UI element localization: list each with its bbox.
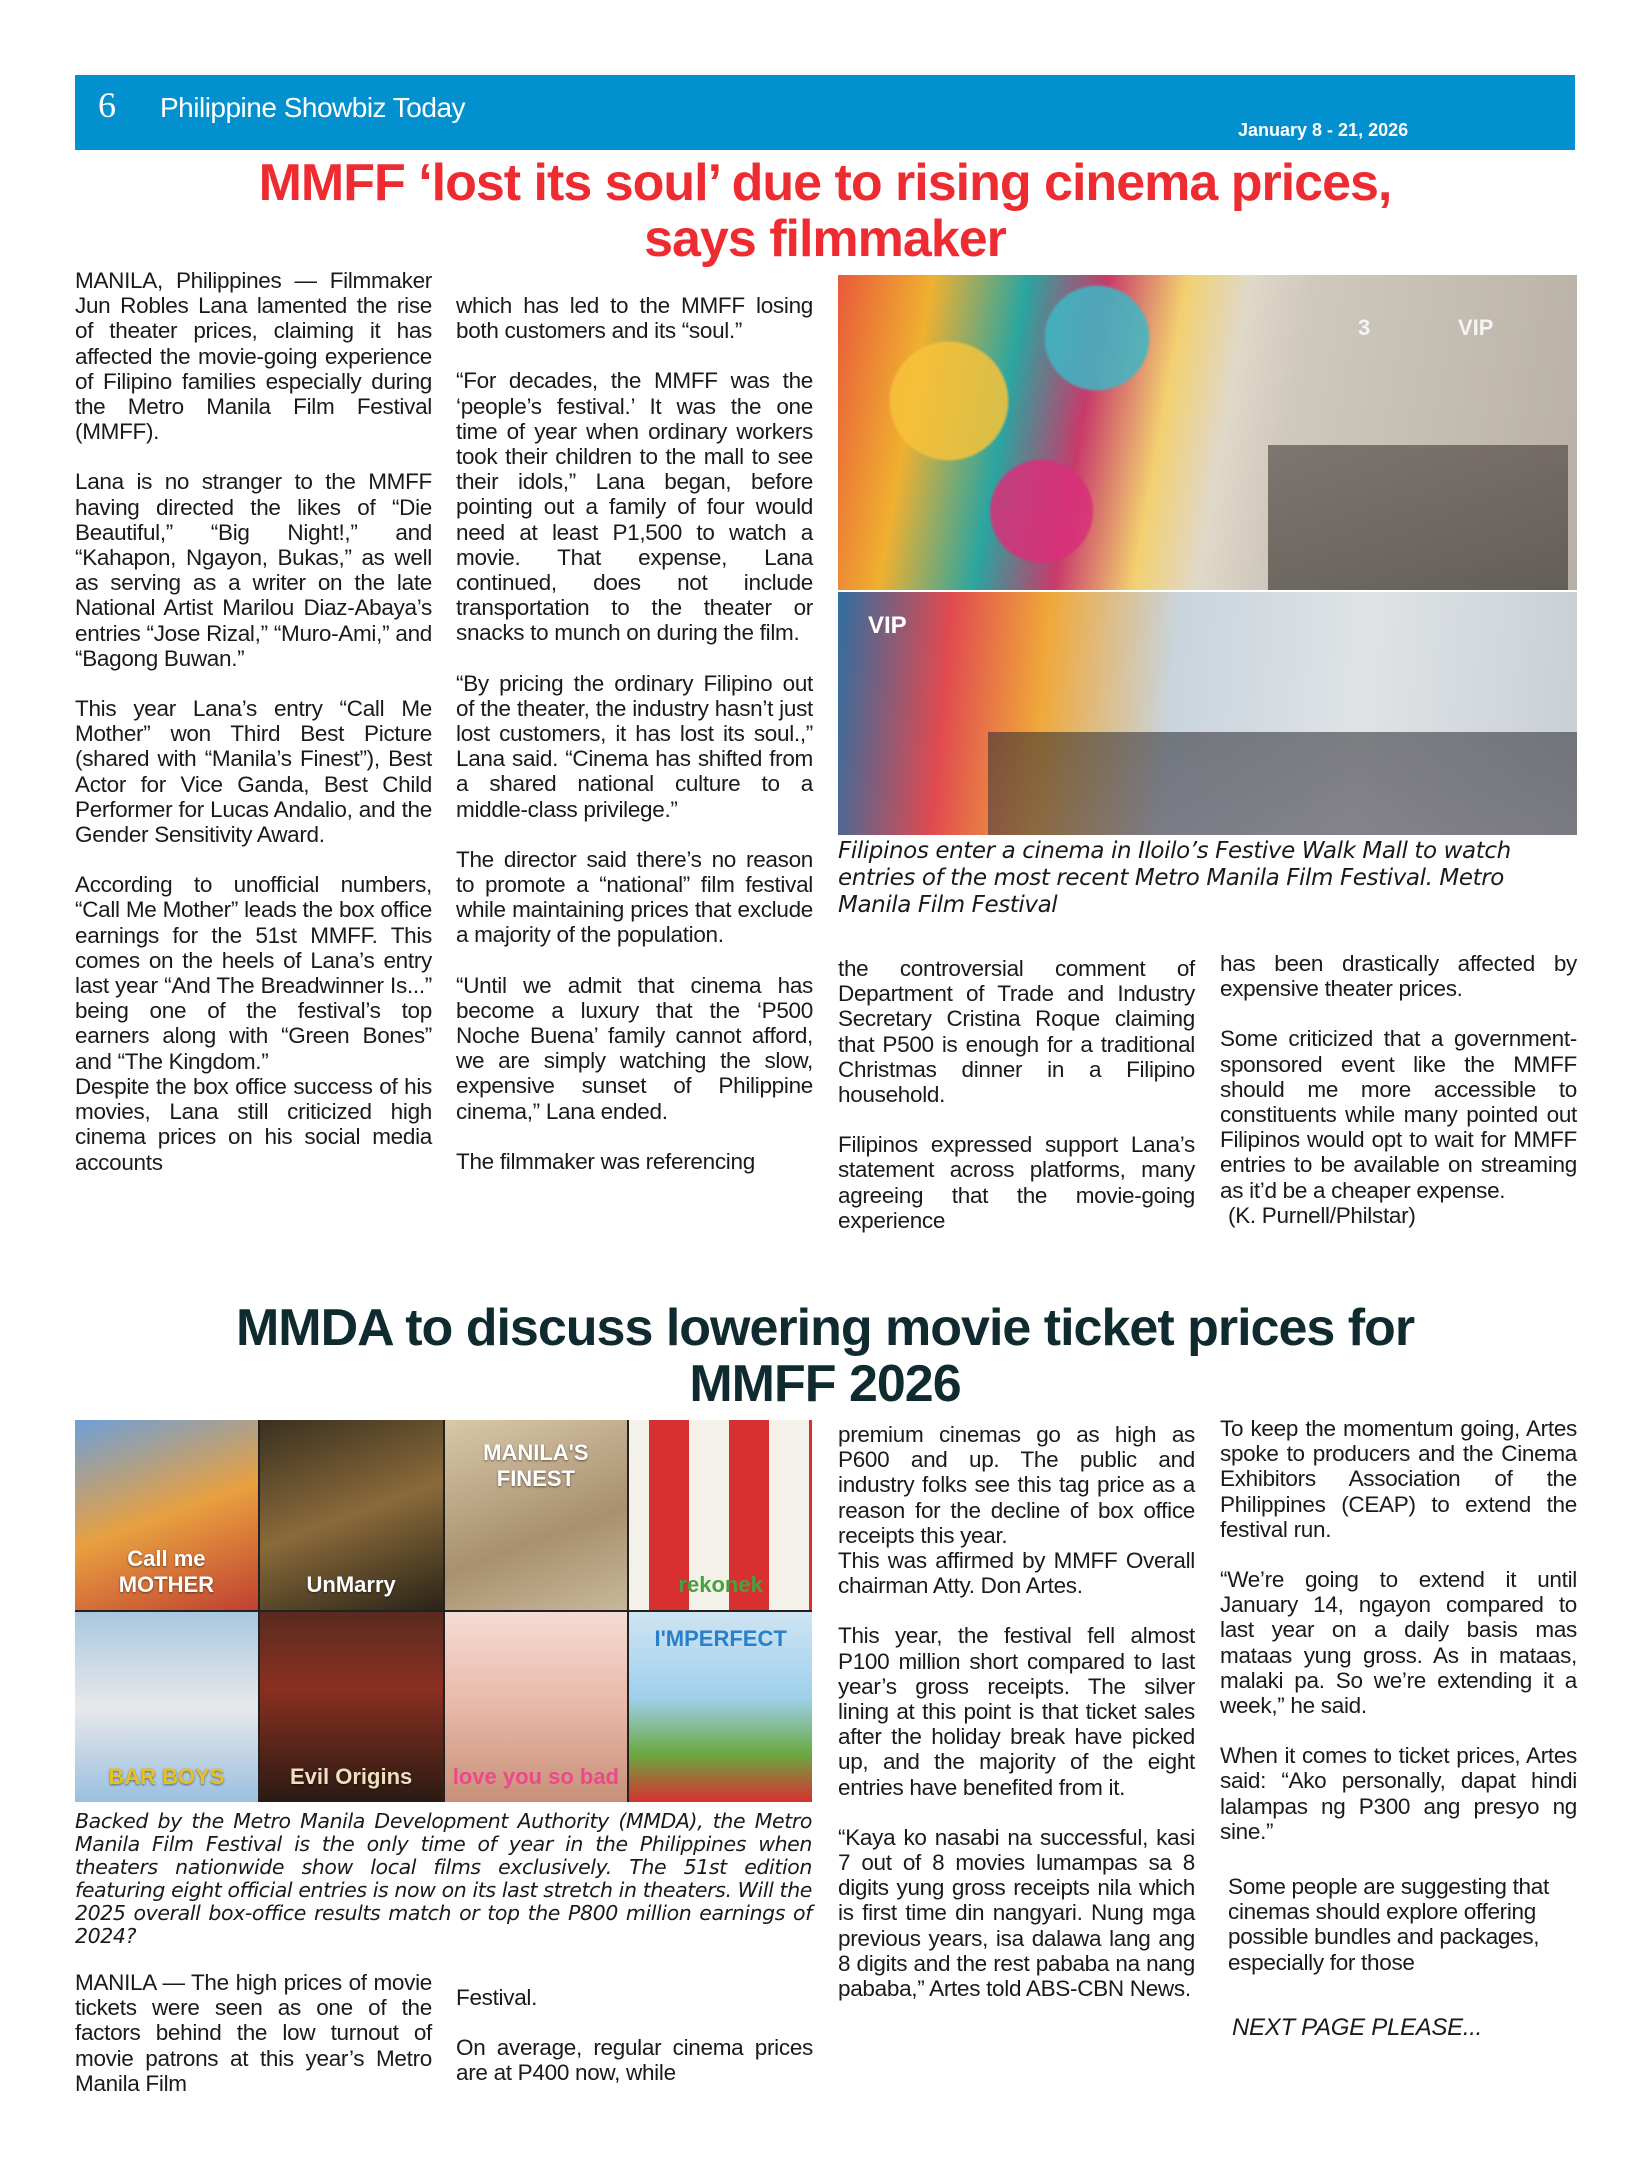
paragraph: The filmmaker was referencing	[456, 1148, 755, 1174]
article2-column4	[1220, 1416, 1577, 2040]
poster-title: MANILA'S FINEST	[483, 1440, 589, 1491]
posters-caption: Backed by the Metro Manila Development Authority (MMDA), the Metro Manila Film Festival is the only time of year in the Philippines when theaters nationwide show local films exclusively. The 51st edition featuring eight official entries is now on its last stretch in theaters. Will the 2025 overall box-office results match or top the P800 million earnings of 2024?	[75, 1809, 813, 1948]
crowd	[988, 732, 1577, 835]
article2-column2	[456, 1985, 813, 2111]
article1-column4	[1220, 951, 1577, 1228]
poster-title: I'MPERFECT	[654, 1626, 787, 1651]
paragraph: Some criticized that a government-sponsored event like the MMFF should me more accessible to constituents while many pointed out Filipinos would opt to wait for MMFF entries to be available on streaming as it’d be a cheaper expense.	[1220, 1026, 1577, 1203]
poster-title: UnMarry	[306, 1572, 396, 1597]
paragraph: This year, the festival fell almost P100 million short compared to last year’s gross receipts. The silver lining at this point is that ticket sales after the holiday break have picked up, and the majority of the eight entries have benefited from it.	[838, 1623, 1195, 1800]
paragraph: To keep the momentum going, Artes spoke to producers and the Cinema Exhibitors Association of the Philippines (CEAP) to extend the festival run.	[1220, 1416, 1577, 1542]
paragraph: The director said there’s no reason to promote a “national” film festival while maintaining prices that exclude a majority of the population.	[456, 846, 813, 948]
poster-title: love you so bad	[452, 1764, 619, 1789]
publication-name: Philippine Showbiz Today	[160, 92, 466, 123]
cinema-photo-top	[838, 275, 1577, 590]
paragraph: “Kaya ko nasabi na successful, kasi 7 out of 8 movies lumampas sa 8 digits yung gross receipts nila which is first time din nangyari. Nung mga previous years, isa dalawa lang ang 8 digits and the rest pababa na nang pababa,” Artes told ABS-CBN News.	[838, 1824, 1195, 2002]
photo-caption: Filipinos enter a cinema in Iloilo’s Festive Walk Mall to watch entries of the most recent Metro Manila Film Festival. Metro Manila Film Festival	[838, 838, 1511, 918]
poster-love-you-so-bad	[445, 1612, 628, 1802]
byline: (K. Purnell/Philstar)	[1228, 1202, 1416, 1228]
paragraph: “Until we admit that cinema has become a luxury that the ‘P500 Noche Buena’ family cannot afford, we are simply watching the slow, expensive sunset of Philippine cinema,” Lana ended.	[456, 972, 813, 1124]
article1-headline	[75, 155, 1575, 267]
paragraph: When it comes to ticket prices, Artes said: “Ako personally, dapat hindi lalampas ng P300 ang presyo ng sine.”	[1220, 1743, 1577, 1844]
poster-title: rekonek	[678, 1572, 763, 1597]
paragraph: On average, regular cinema prices are at P400 now, while	[456, 2035, 813, 2086]
paragraph: which has led to the MMFF losing both customers and its “soul.”	[456, 293, 813, 344]
paragraph: Filipinos expressed support Lana’s statement across platforms, many agreeing that the movie-going experience	[838, 1132, 1195, 1233]
poster-unmarry	[260, 1420, 443, 1610]
mural	[838, 275, 1208, 590]
article1-column2	[456, 293, 813, 1199]
headline-line: MMFF 2026	[689, 1355, 961, 1413]
poster-title: Evil Origins	[289, 1764, 413, 1789]
crowd	[1268, 445, 1568, 590]
poster-bar-boys	[75, 1612, 258, 1802]
article2-column3	[838, 1422, 1195, 2026]
poster-manilas-finest	[445, 1420, 628, 1610]
paragraph: Lana is no stranger to the MMFF having directed the likes of “Die Beautiful,” “Big Night!,” and “Kahapon, Ngayon, Bukas,” as well as serving as a writer on the late National Artist Marilou Diaz-Abaya’s entries “Jose Rizal,” “Muro-Ami,” and “Bagong Buwan.”	[75, 469, 432, 671]
headline-line: says filmmaker	[644, 210, 1006, 268]
paragraph: This year Lana’s entry “Call Me Mother” won Third Best Picture (shared with “Manila’s Finest”), Best Actor for Vice Ganda, Best Child Performer for Lucas Andalio, and the Gender Sensitivity Award.	[75, 696, 432, 848]
movie-posters-collage	[75, 1420, 812, 1802]
paragraph: “We’re going to extend it until January 14, ngayon compared to last year on a daily basis mas mataas yung gross. As in mataas, malaki pa. So we’re extending it a week,” he said.	[1220, 1567, 1577, 1719]
vip-sign: VIP	[868, 612, 907, 639]
cinema-sign: 3	[1358, 315, 1371, 340]
poster-imperfect	[629, 1612, 812, 1802]
poster-evil-origins	[260, 1612, 443, 1802]
vip-sign: VIP	[1458, 315, 1494, 340]
paragraph: MANILA, Philippines — Filmmaker Jun Robles Lana lamented the rise of theater prices, claiming it has affected the movie-going experience of Filipino families especially during the Metro Manila Film Festival (MMFF).	[75, 268, 432, 445]
headline-line: MMDA to discuss lowering movie ticket prices for	[235, 1299, 1415, 1357]
next-page-link[interactable]: NEXT PAGE PLEASE...	[1232, 2013, 1482, 2041]
paragraph: This was affirmed by MMFF Overall chairman Atty. Don Artes.	[838, 1548, 1195, 1599]
paragraph: premium cinemas go as high as P600 and up. The public and industry folks see this tag price as a reason for the decline of box office receipts this year.	[838, 1422, 1195, 1548]
article2-headline	[75, 1300, 1575, 1412]
article1-column3	[838, 956, 1195, 1258]
paragraph: the controversial comment of Department of Trade and Industry Secretary Cristina Roque claiming that P500 is enough for a traditional Christmas dinner in a Filipino household.	[838, 956, 1195, 1108]
page-number: 6	[98, 85, 116, 125]
poster-rekonek	[629, 1420, 812, 1610]
cinema-photo-bottom	[838, 592, 1577, 835]
article1-column1	[75, 268, 432, 1200]
paragraph: Festival.	[456, 1985, 538, 2010]
poster-call-me-mother	[75, 1420, 258, 1610]
issue-date: January 8 - 21, 2026	[1238, 120, 1409, 140]
paragraph: According to unofficial numbers, “Call Me Mother” leads the box office earnings for the 51st MMFF. This comes on the heels of Lana’s entry last year “And The Breadwinner Is...” being one of the festival’s top earners along with “Green Bones” and “The Kingdom.”	[75, 872, 432, 1074]
paragraph: MANILA — The high prices of movie tickets were seen as one of the factors behind the low turnout of movie patrons at this year’s Metro Manila Film	[75, 1970, 432, 2096]
poster-title: Call me MOTHER	[118, 1546, 215, 1597]
headline-line: MMFF ‘lost its soul’ due to rising cinema prices,	[258, 154, 1392, 212]
article2-column1	[75, 1970, 432, 2121]
paragraph: “By pricing the ordinary Filipino out of the theater, the industry hasn’t just lost customers, it has lost its soul.,” Lana said. “Cinema has shifted from a shared national culture to a middle-class privilege.”	[456, 670, 813, 822]
paragraph: “For decades, the MMFF was the ‘people’s festival.’ It was the one time of year when ordinary workers took their children to the mall to see their idols,” Lana began, before pointing out a family of four would need at least P1,500 to watch a movie. That expense, Lana continued, does not include transportation to the theater or snacks to munch on during the film.	[456, 368, 813, 646]
paragraph: Despite the box office success of his movies, Lana still criticized high cinema prices on his social media accounts	[75, 1073, 432, 1175]
paragraph: has been drastically affected by expensive theater prices.	[1220, 951, 1577, 1002]
poster-title: BAR BOYS	[108, 1764, 225, 1789]
paragraph: Some people are suggesting that cinemas should explore offering possible bundles and packages, especially for those	[1228, 1874, 1549, 1975]
